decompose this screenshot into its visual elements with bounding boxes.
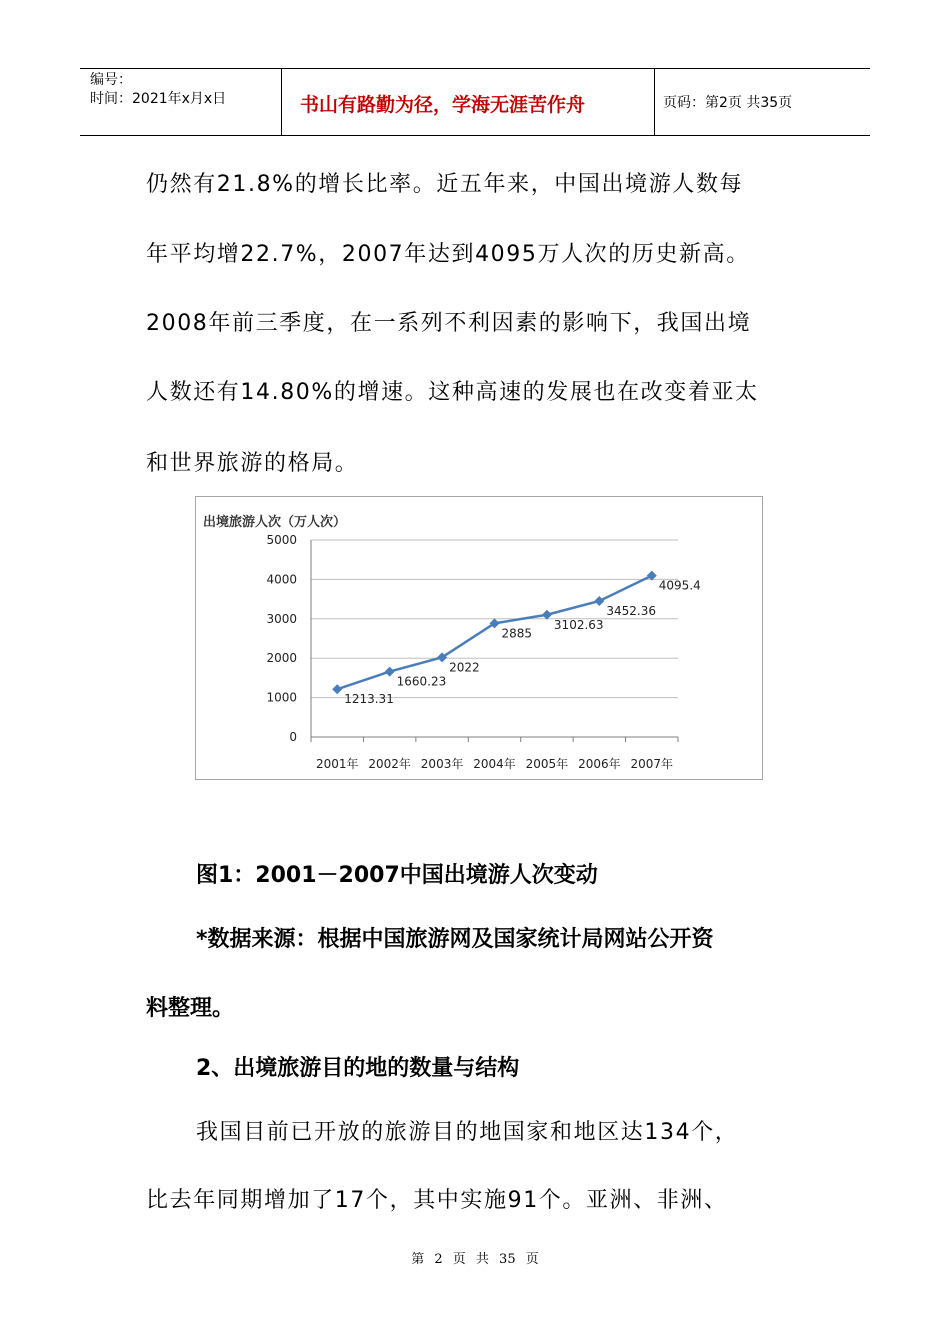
x-tick-label: 2001年 (315, 757, 359, 771)
data-label: 2022 (449, 660, 480, 675)
page-number-label: 页码：第2页 共35页 (663, 95, 793, 111)
x-tick-label: 2005年 (525, 757, 569, 771)
data-point (542, 610, 552, 620)
y-tick-label: 2000 (266, 651, 297, 666)
paragraph-line: 2008年前三季度，在一系列不利因素的影响下，我国出境 (146, 311, 752, 336)
data-point (385, 667, 395, 677)
data-label: 3102.63 (553, 617, 604, 632)
data-point (594, 596, 604, 606)
x-tick-label: 2004年 (473, 757, 516, 771)
y-tick-label: 5000 (266, 533, 297, 547)
y-tick-label: 4000 (266, 572, 297, 587)
figure-caption: 图1：2001－2007中国出境游人次变动 (196, 863, 598, 888)
header-top-rule (80, 68, 870, 69)
source-note-line-1: *数据来源：根据中国旅游网及国家统计局网站公开资 (196, 927, 714, 952)
date-label: 时间：2021年x月x日 (90, 91, 227, 107)
x-tick-label: 2003年 (420, 757, 464, 771)
data-point (332, 684, 342, 694)
data-label: 2885 (501, 626, 533, 641)
data-label: 1660.23 (396, 674, 447, 689)
header-divider-left (281, 68, 282, 136)
x-tick-label: 2007年 (630, 757, 674, 771)
data-label: 3452.36 (606, 603, 656, 618)
section-line: 我国目前已开放的旅游目的地国家和地区达134个， (196, 1120, 739, 1145)
x-tick-label: 2006年 (578, 757, 621, 771)
y-tick-label: 1000 (266, 690, 297, 705)
section-line: 比去年同期增加了17个，其中实施91个。亚洲、非洲、 (146, 1188, 728, 1213)
section-heading: 2、出境旅游目的地的数量与结构 (196, 1056, 520, 1081)
chart-title: 出境旅游人次（万人次） (203, 515, 347, 530)
serial-label: 编号： (90, 72, 132, 88)
chart-canvas (196, 497, 762, 779)
paragraph-line: 和世界旅游的格局。 (146, 451, 359, 476)
line-chart (195, 496, 763, 780)
paragraph-line: 人数还有14.80%的增速。这种高速的发展也在改变着亚太 (146, 380, 759, 405)
header-motto: 书山有路勤为径，学海无涯苦作舟 (300, 94, 586, 116)
header-bottom-rule (80, 135, 870, 136)
series-line (337, 576, 652, 690)
y-tick-label: 3000 (266, 611, 297, 626)
paragraph-line: 年平均增22.7%，2007年达到4095万人次的历史新高。 (146, 242, 750, 267)
paragraph-line: 仍然有21.8%的增长比率。近五年来，中国出境游人数每 (146, 172, 744, 197)
data-label: 1213.31 (344, 692, 394, 707)
data-label: 4095.4 (658, 578, 701, 593)
page-footer: 第 2 页 共 35 页 (411, 1252, 539, 1267)
source-note-line-2: 料整理。 (146, 996, 235, 1021)
y-tick-label: 0 (289, 730, 297, 744)
x-tick-label: 2002年 (368, 757, 411, 771)
header-divider-right (654, 68, 655, 136)
